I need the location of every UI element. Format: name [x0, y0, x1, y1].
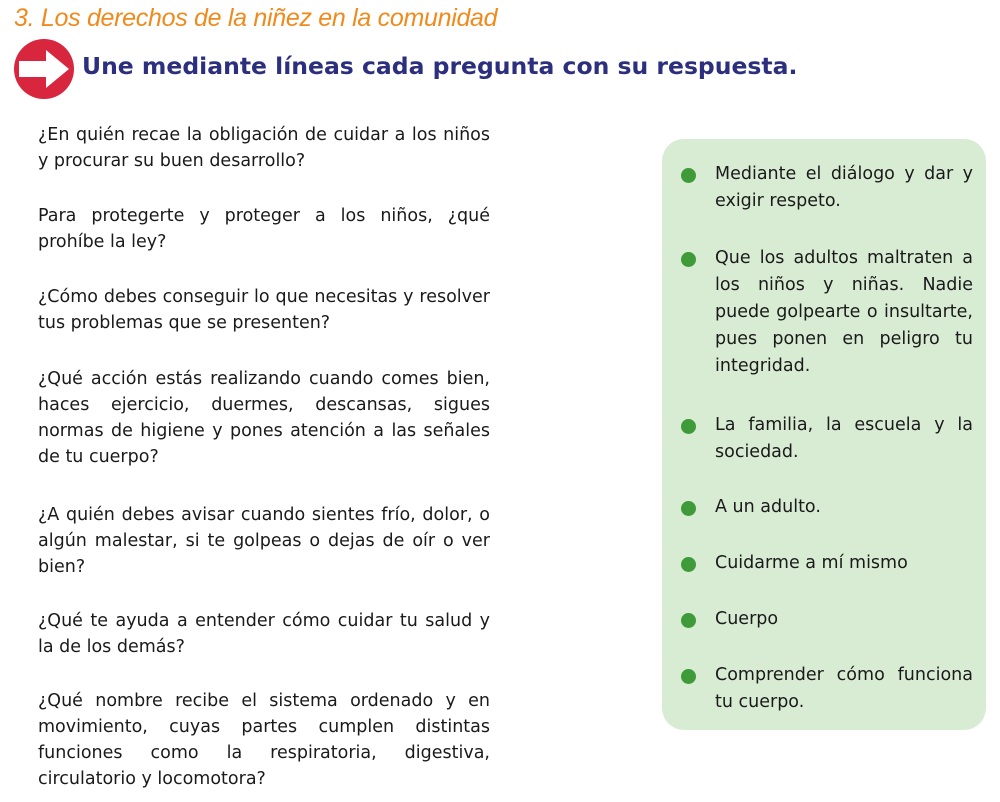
bullet-dot-icon [681, 252, 696, 267]
question-item[interactable]: ¿A quién debes avisar cuando sientes frío, dolor, o algún malestar, si te golpeas o dejas de oír o ver bien? [38, 505, 490, 577]
bullet-dot-icon [681, 613, 696, 628]
bullet-dot-icon [681, 419, 696, 434]
question-item[interactable]: ¿En quién recae la obligación de cuidar a los niños y procurar su buen desarrollo? [38, 125, 490, 171]
answer-text: La familia, la escuela y la sociedad. [715, 415, 973, 462]
arrow-right-icon [13, 38, 75, 100]
answer-box [662, 139, 986, 730]
bullet-dot-icon [681, 557, 696, 572]
question-item[interactable]: ¿Qué te ayuda a entender cómo cuidar tu salud y la de los demás? [38, 611, 490, 657]
question-item[interactable]: ¿Qué nombre recibe el sistema ordenado y en movimiento, cuyas partes cumplen distintas funciones como la respiratoria, digestiva, circulatorio y locomotora? [38, 691, 490, 789]
answer-text: A un adulto. [715, 497, 821, 517]
answer-text: Que los adultos maltraten a los niños y niñas. Nadie puede golpearte o insultarte, pues ponen en peligro tu integridad. [715, 248, 973, 376]
question-item[interactable]: ¿Qué acción estás realizando cuando comes bien, haces ejercicio, duermes, descansas, sigues normas de higiene y pones atención a las señales de tu cuerpo? [38, 369, 490, 467]
bullet-dot-icon [681, 501, 696, 516]
bullet-dot-icon [681, 168, 696, 183]
bullet-dot-icon [681, 669, 696, 684]
question-item[interactable]: Para protegerte y proteger a los niños, ¿qué prohíbe la ley? [38, 206, 490, 252]
answer-text: Comprender cómo funciona tu cuerpo. [715, 665, 973, 712]
answer-text: Cuidarme a mí mismo [715, 553, 908, 573]
answer-text: Cuerpo [715, 609, 779, 629]
question-item[interactable]: ¿Cómo debes conseguir lo que necesitas y resolver tus problemas que se presenten? [38, 287, 490, 333]
instruction-text: Une mediante líneas cada pregunta con su respuesta. [82, 52, 798, 80]
answer-text: Mediante el diálogo y dar y exigir respeto. [715, 164, 973, 211]
section-title: 3. Los derechos de la niñez en la comunidad [14, 4, 498, 32]
